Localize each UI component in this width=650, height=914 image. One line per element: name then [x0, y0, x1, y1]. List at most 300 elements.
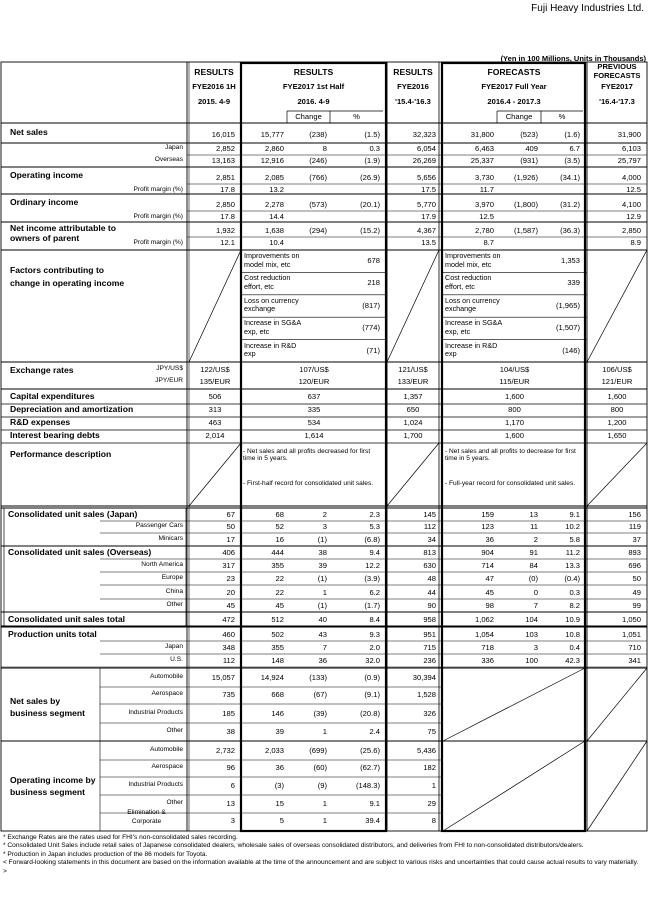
value-cell: 10.9: [565, 615, 580, 624]
value-cell: 185: [222, 709, 235, 718]
value-cell: 1: [322, 588, 327, 597]
misc-value: 534: [307, 418, 321, 427]
value-cell: 38: [226, 727, 235, 736]
value-cell: 336: [481, 656, 494, 665]
value-cell: 15,777: [260, 130, 284, 139]
value-cell: 1,528: [416, 690, 436, 699]
factor-value-h1: 218: [367, 278, 380, 288]
unit-note: (Yen in 100 Millions, Units in Thousands): [500, 54, 646, 63]
misc-row-label: Depreciation and amortization: [10, 404, 134, 414]
value-cell: 735: [222, 690, 235, 699]
value-cell: (1): [317, 535, 327, 544]
value-cell: 444: [271, 548, 284, 557]
factor-label: Cost reduction: [445, 273, 492, 283]
value-cell: 45: [275, 601, 284, 610]
company-name: Fuji Heavy Industries Ltd.: [531, 3, 644, 14]
value-cell: 5.8: [569, 535, 580, 544]
exchange-rate: 104/US$: [499, 365, 530, 374]
factor-label: exchange: [445, 304, 477, 314]
value-cell: 123: [481, 522, 494, 531]
value-cell: 146: [271, 709, 284, 718]
factor-label: Increase in SG&A: [445, 318, 503, 328]
value-cell: 13,163: [211, 156, 235, 165]
value-cell: 355: [271, 561, 284, 570]
value-cell: 17.9: [421, 212, 436, 221]
value-cell: (34.1): [560, 173, 580, 182]
value-cell: (3): [274, 781, 284, 790]
misc-value: 800: [610, 405, 624, 414]
value-cell: 16,015: [211, 130, 235, 139]
value-cell: 3: [230, 816, 235, 825]
value-cell: 502: [271, 630, 284, 639]
misc-value: 1,024: [403, 418, 423, 427]
misc-value: 313: [208, 405, 222, 414]
segment-sublabel: Industrial Products: [128, 709, 183, 716]
unit-row-label: Production units total: [8, 629, 97, 639]
exchange-rate: 133/EUR: [397, 377, 429, 386]
value-cell: (931): [520, 156, 538, 165]
value-cell: (1.6): [564, 130, 580, 139]
misc-value: 1,170: [504, 418, 524, 427]
value-cell: 47: [485, 574, 494, 583]
value-cell: 49: [632, 588, 641, 597]
value-cell: 696: [628, 561, 641, 570]
value-cell: 12.1: [220, 238, 235, 247]
footnote: * Production in Japan includes production of the 86 models for Toyota.: [3, 850, 208, 858]
value-cell: 103: [525, 630, 538, 639]
header-col3-line2: FYE2016: [397, 82, 429, 91]
value-cell: 1,638: [264, 226, 284, 235]
value-cell: (15.2): [360, 226, 380, 235]
value-cell: 715: [423, 643, 436, 652]
segment-sublabel: Other: [166, 799, 183, 806]
misc-value: 1,614: [304, 431, 324, 440]
value-cell: (699): [309, 746, 327, 755]
factor-label: exchange: [244, 304, 276, 314]
value-cell: 1,932: [215, 226, 235, 235]
value-cell: (1,926): [513, 173, 538, 182]
value-cell: 36: [485, 535, 494, 544]
value-cell: 6,463: [474, 144, 494, 153]
value-cell: 460: [222, 630, 235, 639]
value-cell: 958: [423, 615, 436, 624]
value-cell: 45: [485, 588, 494, 597]
value-cell: 45: [226, 601, 235, 610]
value-cell: 2,860: [264, 144, 284, 153]
misc-value: 1,600: [607, 392, 627, 401]
value-cell: 5,656: [416, 173, 436, 182]
segment-sublabel: Corporate: [131, 818, 162, 825]
value-cell: 48: [427, 574, 436, 583]
value-cell: (60): [313, 763, 327, 772]
misc-value: 335: [307, 405, 321, 414]
unit-row-sublabel: U.S.: [170, 656, 183, 663]
value-cell: 14.4: [269, 212, 284, 221]
footnotes: [3, 834, 643, 876]
header-col4-pct: %: [558, 112, 566, 121]
footnote: < Forward-looking statements in this document are based on the information available at the time of the announcement and are subject to various risks and uncertainties that could cause actual results to vary materially. >: [3, 859, 639, 875]
value-cell: 512: [271, 615, 284, 624]
misc-value: 463: [208, 418, 222, 427]
value-cell: (0.9): [364, 673, 380, 682]
value-cell: 1,062: [474, 615, 494, 624]
value-cell: (1.9): [364, 156, 380, 165]
factor-label: model mix, etc: [244, 259, 291, 269]
value-cell: (3.9): [364, 574, 380, 583]
value-cell: (1): [317, 601, 327, 610]
value-cell: 15,057: [211, 673, 235, 682]
value-cell: 12.9: [626, 212, 641, 221]
factor-value-fy: (1,507): [555, 323, 580, 333]
value-cell: (1,800): [513, 200, 538, 209]
value-cell: 17.8: [220, 185, 235, 194]
value-cell: 2,852: [215, 144, 235, 153]
row-sublabel: Profit margin (%): [133, 213, 183, 220]
value-cell: 39: [275, 727, 284, 736]
value-cell: 12.2: [365, 561, 380, 570]
factor-label: exp: [244, 349, 256, 359]
value-cell: 2: [533, 535, 538, 544]
row-sublabel: Japan: [165, 144, 183, 151]
factor-label: exp: [445, 349, 457, 359]
value-cell: 112: [423, 522, 436, 531]
value-cell: 159: [481, 510, 494, 519]
value-cell: 14,924: [260, 673, 284, 682]
exchange-rate: 135/EUR: [199, 377, 231, 386]
value-cell: 37: [632, 535, 641, 544]
value-cell: 12.5: [626, 185, 641, 194]
value-cell: 4,367: [416, 226, 436, 235]
value-cell: 8.7: [483, 238, 494, 247]
header-col2-pct: %: [353, 112, 360, 121]
value-cell: (25.6): [360, 746, 380, 755]
value-cell: 13: [529, 510, 538, 519]
value-cell: 29: [427, 799, 436, 808]
value-cell: 6,103: [621, 144, 641, 153]
value-cell: 326: [423, 709, 436, 718]
factor-value-fy: 1,353: [560, 256, 580, 265]
factor-label: effort, etc: [244, 281, 274, 291]
value-cell: 96: [226, 763, 235, 772]
factor-label: Increase in R&D: [244, 340, 297, 350]
value-cell: 0.4: [569, 643, 580, 652]
value-cell: 38: [318, 548, 327, 557]
value-cell: (133): [309, 673, 327, 682]
value-cell: 42.3: [565, 656, 580, 665]
misc-value: 1,357: [403, 392, 423, 401]
exchange-label: Exchange rates: [10, 365, 74, 375]
value-cell: 40: [318, 615, 327, 624]
performance-h1: - First-half record for consolidated unit sales.: [243, 480, 374, 487]
misc-value: 637: [307, 392, 321, 401]
value-cell: 17: [226, 535, 235, 544]
factor-label: exp, etc: [244, 326, 270, 336]
row-label: owners of parent: [10, 233, 80, 243]
misc-value: 1,600: [504, 392, 524, 401]
value-cell: 31,900: [617, 130, 641, 139]
value-cell: 104: [525, 615, 538, 624]
value-cell: 4,000: [621, 173, 641, 182]
value-cell: 16: [275, 535, 284, 544]
factor-label: Loss on currency: [244, 295, 299, 305]
factor-label: Increase in R&D: [445, 340, 498, 350]
header-col1-line1: RESULTS: [194, 67, 234, 77]
value-cell: (294): [309, 226, 327, 235]
unit-row-sublabel: Japan: [165, 643, 183, 650]
factor-label: model mix, etc: [445, 259, 492, 269]
value-cell: (9.1): [364, 690, 380, 699]
segment-sublabel: Automobile: [150, 746, 183, 753]
segment-op-label: business segment: [10, 787, 85, 797]
value-cell: (0.4): [564, 574, 580, 583]
value-cell: (0): [528, 574, 538, 583]
value-cell: 31,800: [470, 130, 494, 139]
factors-label: change in operating income: [10, 278, 125, 288]
value-cell: 1: [322, 799, 327, 808]
value-cell: (62.7): [360, 763, 380, 772]
misc-row-label: Interest bearing debts: [10, 430, 100, 440]
value-cell: (20.8): [360, 709, 380, 718]
value-cell: 34: [427, 535, 436, 544]
value-cell: 8.4: [369, 615, 380, 624]
unit-row-label: Consolidated unit sales (Overseas): [8, 547, 152, 557]
value-cell: 668: [271, 690, 284, 699]
value-cell: 22: [275, 574, 284, 583]
value-cell: (573): [309, 200, 327, 209]
unit-row-sublabel: Passenger Cars: [135, 522, 183, 529]
header-col5-line1: PREVIOUS: [597, 62, 637, 71]
value-cell: (1,587): [513, 226, 538, 235]
segment-sublabel: Automobile: [150, 673, 183, 680]
value-cell: 32,323: [412, 130, 436, 139]
value-cell: 2.0: [369, 643, 380, 652]
performance-h1: - Net sales and all profits decreased for first time in 5 years.: [243, 448, 371, 463]
factor-value-h1: (71): [366, 345, 380, 355]
value-cell: 355: [271, 643, 284, 652]
value-cell: 32.0: [365, 656, 380, 665]
misc-value: 506: [208, 392, 222, 401]
value-cell: 236: [423, 656, 436, 665]
misc-row-label: R&D expenses: [10, 417, 71, 427]
value-cell: (36.3): [560, 226, 580, 235]
value-cell: 6.2: [369, 588, 380, 597]
value-cell: 813: [423, 548, 436, 557]
misc-value: 1,200: [607, 418, 627, 427]
header-col5-line4: '16.4-'17.3: [599, 97, 635, 106]
header-col2-line2: FYE2017 1st Half: [282, 82, 345, 91]
value-cell: (1.7): [364, 601, 380, 610]
factor-value-fy: (1,965): [555, 300, 580, 310]
misc-value: 1,600: [504, 431, 524, 440]
value-cell: 0: [533, 588, 538, 597]
value-cell: 112: [222, 656, 235, 665]
value-cell: 5,436: [416, 746, 436, 755]
factors-label: Factors contributing to: [10, 265, 105, 275]
value-cell: 44: [427, 588, 436, 597]
performance-fy: - Full-year record for consolidated unit sales.: [445, 480, 576, 487]
value-cell: 714: [481, 561, 494, 570]
unit-row-sublabel: Europe: [161, 574, 183, 581]
value-cell: 68: [275, 510, 284, 519]
value-cell: 8.2: [569, 601, 580, 610]
row-sublabel: Profit margin (%): [133, 239, 183, 246]
value-cell: 0.3: [569, 588, 580, 597]
value-cell: 39: [318, 561, 327, 570]
footnote: * Consolidated Unit Sales include retail sales of Japanese consolidated dealers, wholesale sales of overseas consolidated distributors, and deliveries from FHI to non-consolidated distributors/dealers.: [3, 842, 584, 850]
value-cell: 710: [628, 643, 641, 652]
value-cell: 148: [271, 656, 284, 665]
value-cell: 3: [533, 643, 538, 652]
unit-row-label: Consolidated unit sales total: [8, 614, 125, 624]
value-cell: 13.2: [269, 185, 284, 194]
value-cell: 317: [222, 561, 235, 570]
value-cell: (1): [317, 574, 327, 583]
row-label: Ordinary income: [10, 197, 79, 207]
value-cell: 26,269: [412, 156, 436, 165]
header-col3-line3: '15.4-'16.3: [395, 97, 431, 106]
exchange-rate: 121/US$: [398, 365, 428, 374]
factor-label: Loss on currency: [445, 295, 500, 305]
factor-value-fy: 339: [567, 278, 580, 288]
factor-label: Improvements on: [244, 251, 300, 260]
value-cell: 2,850: [621, 226, 641, 235]
value-cell: 25,337: [470, 156, 494, 165]
value-cell: 9.3: [369, 630, 380, 639]
value-cell: 893: [628, 548, 641, 557]
unit-row-label: Consolidated unit sales (Japan): [8, 509, 138, 519]
value-cell: 9.1: [569, 510, 580, 519]
value-cell: 67: [226, 510, 235, 519]
value-cell: 1: [322, 816, 327, 825]
factor-value-h1: (774): [362, 323, 380, 333]
value-cell: 472: [222, 615, 235, 624]
value-cell: 75: [427, 727, 436, 736]
value-cell: 2,278: [264, 200, 284, 209]
value-cell: 1,054: [474, 630, 494, 639]
misc-value: 1,700: [403, 431, 423, 440]
value-cell: 8: [322, 144, 327, 153]
value-cell: (1.5): [364, 130, 380, 139]
exchange-rate: 121/EUR: [601, 377, 633, 386]
value-cell: 23: [226, 574, 235, 583]
exchange-sub: JPY/US$: [156, 365, 183, 372]
value-cell: 12,916: [260, 156, 284, 165]
value-cell: 52: [275, 522, 284, 531]
value-cell: 84: [529, 561, 538, 570]
header-col1-line3: 2015. 4-9: [197, 97, 231, 106]
segment-sublabel: Industrial Products: [128, 781, 183, 788]
header-col4-line2: FYE2017 Full Year: [481, 82, 547, 91]
value-cell: 90: [427, 601, 436, 610]
value-cell: (67): [313, 690, 327, 699]
footnote: * Exchange Rates are the rates used for FHI's non-consolidated sales recording.: [3, 834, 238, 841]
segment-sublabel: Aerospace: [151, 763, 183, 770]
value-cell: 156: [628, 510, 641, 519]
value-cell: 1: [322, 727, 327, 736]
performance-label: Performance description: [10, 449, 112, 459]
value-cell: 10.2: [565, 522, 580, 531]
value-cell: 2.3: [369, 510, 380, 519]
value-cell: 39.4: [365, 816, 380, 825]
value-cell: 3,730: [474, 173, 494, 182]
value-cell: 11.7: [479, 185, 494, 194]
value-cell: 6,054: [416, 144, 436, 153]
exchange-rate: 106/US$: [602, 365, 632, 374]
value-cell: 22: [275, 588, 284, 597]
misc-value: 650: [406, 405, 420, 414]
exchange-rate: 115/EUR: [499, 377, 530, 386]
value-cell: 12.5: [479, 212, 494, 221]
unit-row-sublabel: North America: [141, 561, 183, 568]
row-label: Net income attributable to: [10, 223, 116, 233]
value-cell: 406: [222, 548, 235, 557]
unit-row-sublabel: Minicars: [158, 535, 183, 542]
value-cell: 6.7: [569, 144, 580, 153]
value-cell: 20: [226, 588, 235, 597]
value-cell: 2.4: [369, 727, 380, 736]
value-cell: 4,100: [621, 200, 641, 209]
value-cell: 5.3: [369, 522, 380, 531]
value-cell: 630: [423, 561, 436, 570]
value-cell: 9.4: [369, 548, 380, 557]
value-cell: 17.5: [421, 185, 436, 194]
value-cell: 1: [431, 781, 436, 790]
value-cell: 2: [322, 510, 327, 519]
value-cell: (238): [309, 130, 327, 139]
value-cell: (3.5): [564, 156, 580, 165]
row-label: Net sales: [10, 127, 48, 137]
value-cell: 2,085: [264, 173, 284, 182]
value-cell: (31.2): [560, 200, 580, 209]
segment-sublabel: Aerospace: [151, 690, 183, 697]
exchange-rate: 122/US$: [200, 365, 230, 374]
header-col5-line2: FORECASTS: [593, 71, 641, 80]
value-cell: 145: [423, 510, 436, 519]
value-cell: 10.4: [269, 238, 284, 247]
value-cell: 11.2: [565, 548, 580, 557]
value-cell: (26.9): [360, 173, 380, 182]
row-sublabel: Profit margin (%): [133, 186, 183, 193]
value-cell: (766): [309, 173, 327, 182]
value-cell: 43: [318, 630, 327, 639]
segment-op-label: Operating income by: [10, 775, 96, 785]
segment-sales-label: business segment: [10, 708, 85, 718]
value-cell: 91: [529, 548, 538, 557]
misc-value: 1,650: [607, 431, 627, 440]
value-cell: (148.3): [355, 781, 380, 790]
unit-row-sublabel: Other: [166, 601, 183, 608]
value-cell: 904: [481, 548, 494, 557]
value-cell: 6: [230, 781, 235, 790]
row-sublabel: Overseas: [154, 156, 183, 163]
value-cell: 7: [533, 601, 538, 610]
value-cell: 50: [226, 522, 235, 531]
header-col4-change: Change: [505, 112, 533, 121]
value-cell: 341: [628, 656, 641, 665]
value-cell: 3: [322, 522, 327, 531]
value-cell: 1,051: [621, 630, 641, 639]
value-cell: 7: [322, 643, 327, 652]
value-cell: 13: [226, 799, 235, 808]
value-cell: 36: [318, 656, 327, 665]
value-cell: 9.1: [369, 799, 380, 808]
value-cell: 50: [632, 574, 641, 583]
value-cell: 99: [632, 601, 641, 610]
misc-value: 2,014: [205, 431, 225, 440]
segment-sublabel: Other: [166, 727, 183, 734]
unit-row-sublabel: China: [165, 588, 183, 595]
value-cell: 182: [423, 763, 436, 772]
